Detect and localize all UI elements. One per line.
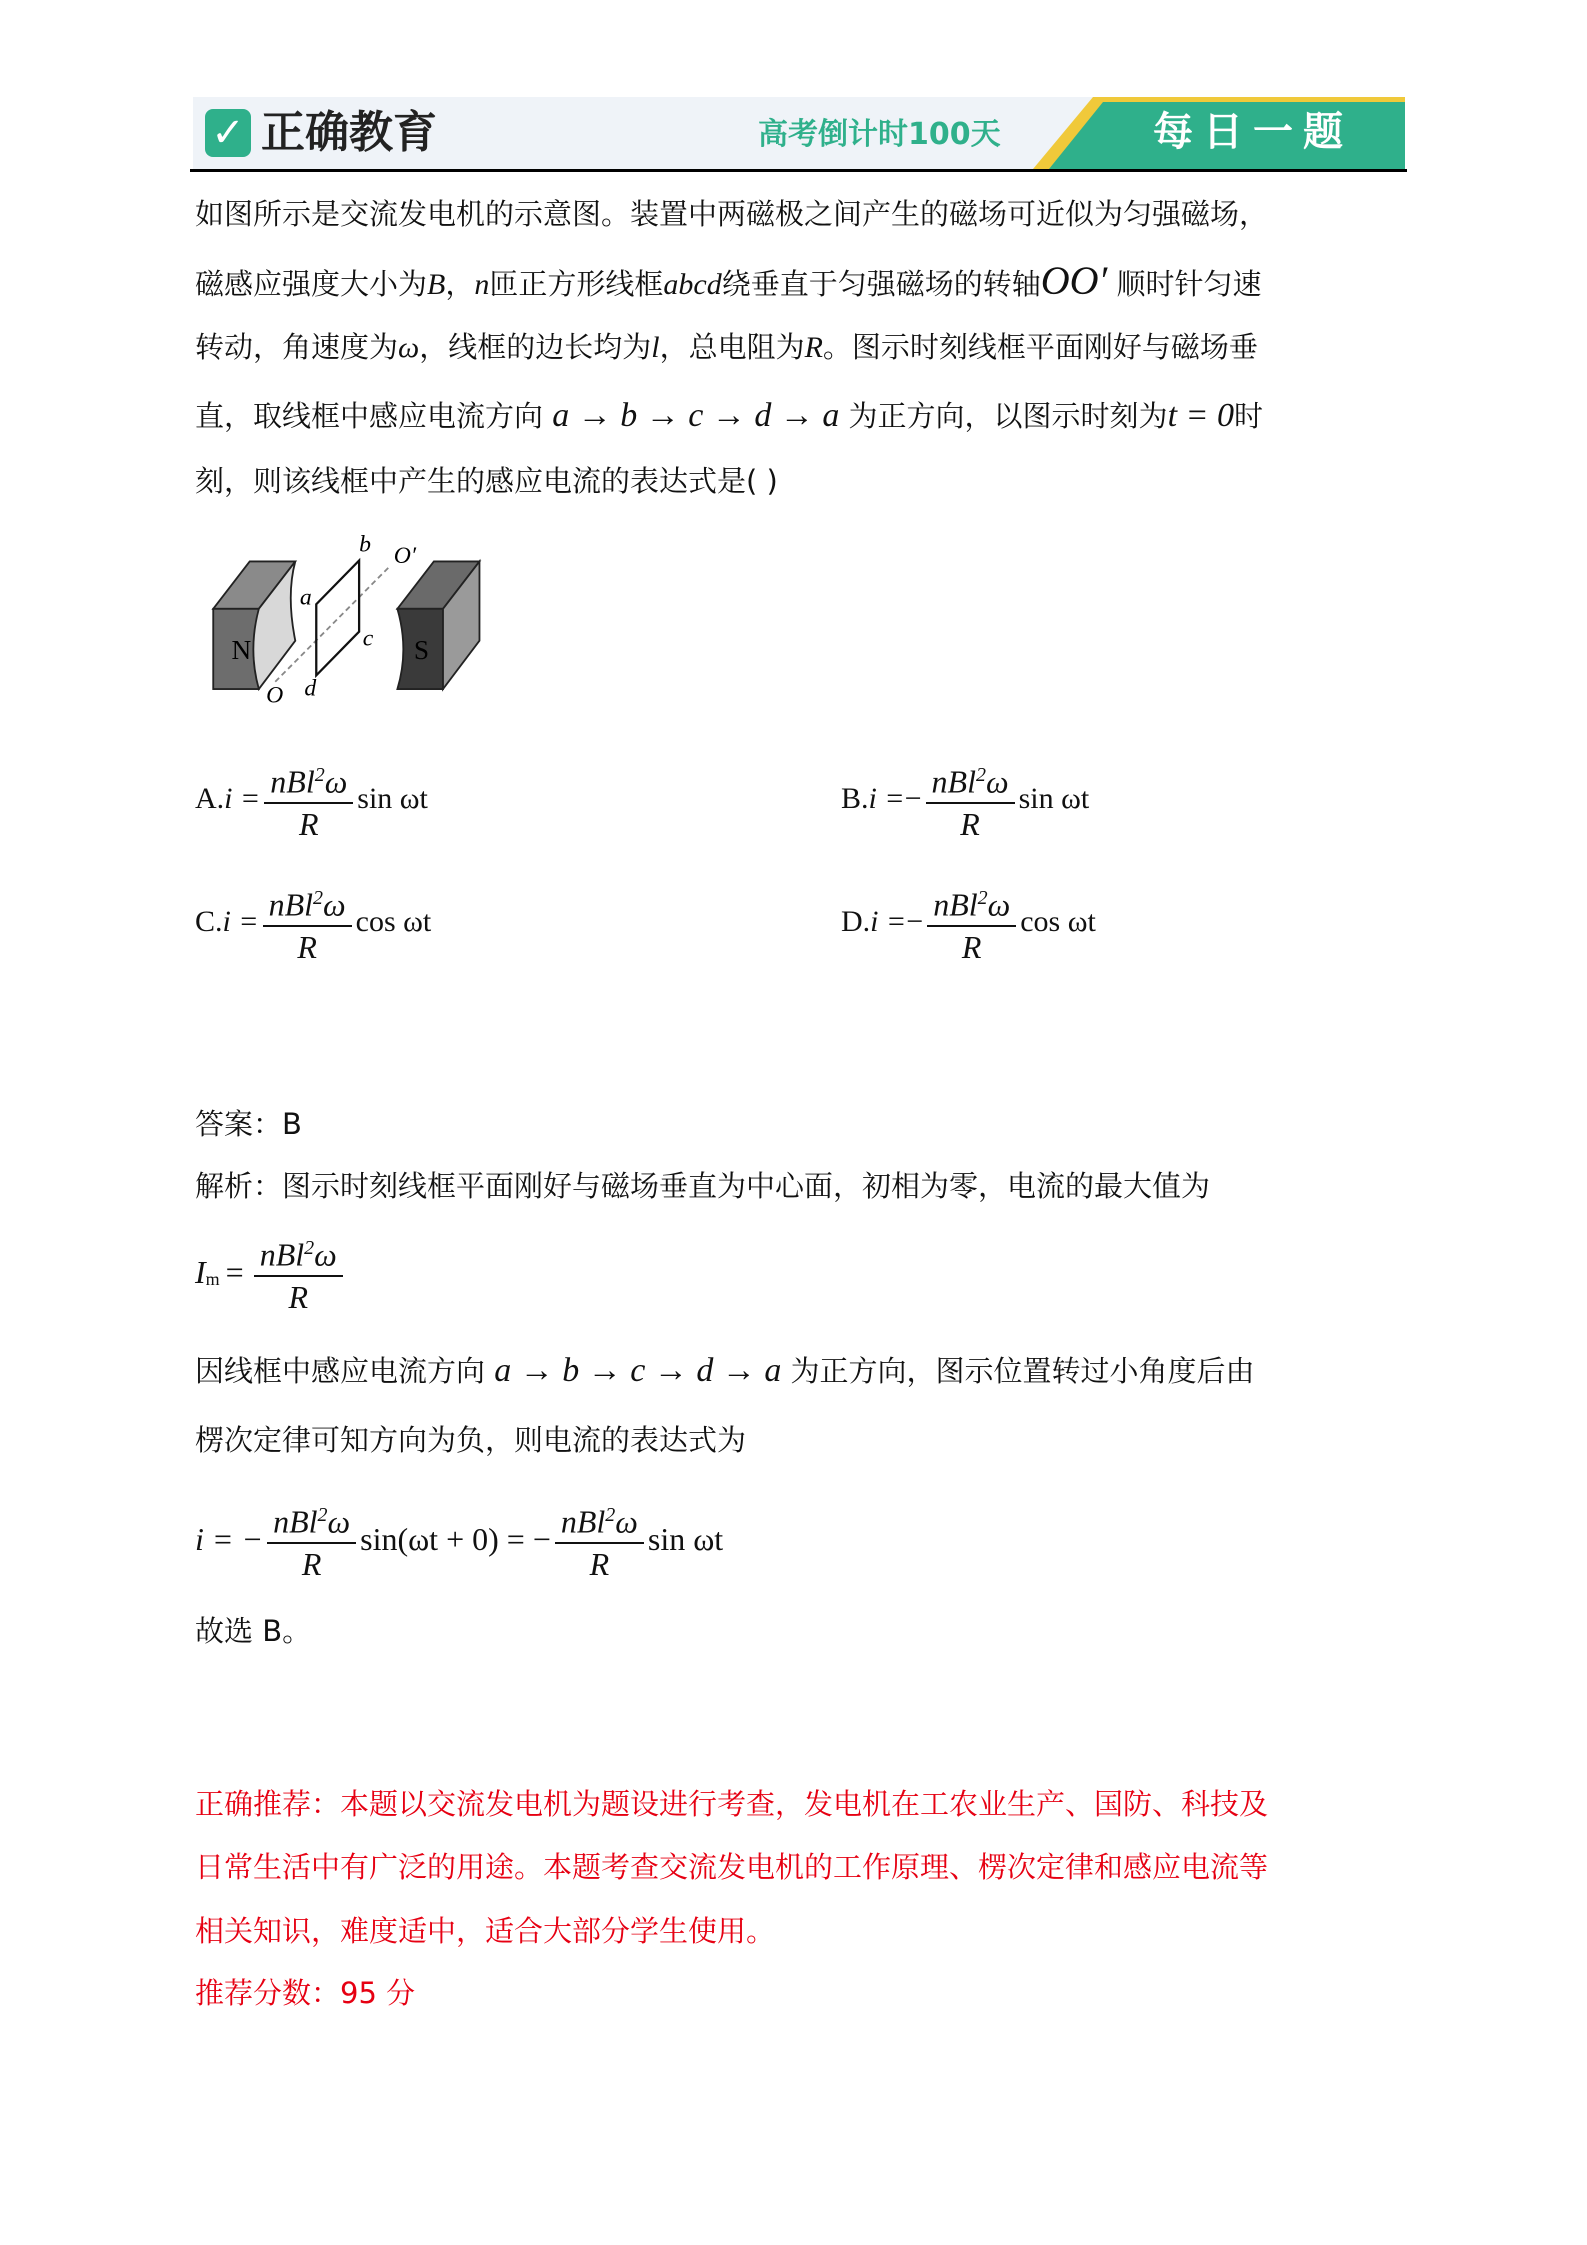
current-equation <box>195 1495 723 1584</box>
function: sin ωt <box>647 1520 724 1557</box>
numerator: nBl <box>268 886 314 923</box>
lhs: i = − <box>195 1520 264 1557</box>
conclusion: 故选 B。 <box>195 1614 312 1648</box>
equals: = <box>225 1253 244 1290</box>
middle: sin(ωt + 0) = − <box>360 1520 551 1557</box>
numerator: nBl <box>270 763 315 800</box>
label-s: S <box>413 634 430 665</box>
var-oo: OO′ <box>1040 258 1108 303</box>
label-a: a <box>299 584 312 611</box>
option-c[interactable] <box>195 878 431 967</box>
function: sin ωt <box>357 782 428 816</box>
option-b[interactable] <box>841 755 1089 844</box>
lhs: i = <box>222 905 259 939</box>
var-l: l <box>651 331 660 364</box>
var-omega: ω <box>398 331 420 364</box>
question-line-2 <box>195 258 1262 305</box>
denominator: R <box>960 805 980 842</box>
recommend-line-3: 相关知识，难度适中，适合大部分学生使用。 <box>195 1914 776 1948</box>
label-o: O <box>266 682 284 709</box>
label-b: b <box>359 531 371 558</box>
badge-text: 每日一题 <box>1153 109 1353 155</box>
denominator: R <box>297 928 317 965</box>
var-n: n <box>474 268 490 301</box>
denominator: R <box>288 1278 308 1315</box>
header-divider <box>190 169 1407 172</box>
text: 时 <box>1233 399 1263 433</box>
numerator: nBl <box>933 886 978 923</box>
current-direction: a → b → c → d → a <box>494 1352 782 1389</box>
var-b: B <box>427 268 446 301</box>
fraction: $\frac{nBl^2\omega}{R}$ <box>254 1228 343 1317</box>
text: 因线框中感应电流方向 <box>195 1354 486 1388</box>
text: 磁感应强度大小为 <box>195 267 428 301</box>
question-line-4 <box>195 396 1263 436</box>
fraction: $\frac{nBl^2\omega}{R}$ <box>264 755 353 844</box>
fraction: $\frac{nBl^2\omega}{R}$ <box>555 1495 644 1584</box>
label-d: d <box>304 675 317 702</box>
countdown-text: 高考倒计时100天 <box>758 117 1001 152</box>
denominator: R <box>589 1545 610 1582</box>
text: 转动，角速度为 <box>195 330 399 364</box>
recommend-line-1: 正确推荐：本题以交流发电机为题设进行考查，发电机在工农业生产、国防、科技及 <box>195 1787 1269 1821</box>
brand-name: 正确教育 <box>261 107 437 158</box>
text: 为正方向，以图示时刻为 <box>848 399 1168 433</box>
text: ，线框的边长均为 <box>419 330 652 364</box>
numerator: nBl <box>931 763 976 800</box>
lhs: i = <box>870 905 907 939</box>
max-current-equation <box>195 1228 347 1317</box>
analysis-line-3: 楞次定律可知方向为负，则电流的表达式为 <box>195 1423 747 1457</box>
sign: − <box>906 905 924 939</box>
lhs: i = <box>224 782 261 816</box>
function: cos ωt <box>355 905 432 939</box>
label-n: N <box>231 634 252 665</box>
function: cos ωt <box>1020 905 1096 939</box>
sign: − <box>904 782 922 816</box>
text: ，总电阻为 <box>659 330 805 364</box>
answer-label: 答案：B <box>195 1107 302 1141</box>
denominator: R <box>961 928 982 965</box>
text: ， <box>445 267 475 301</box>
recommend-score: 推荐分数：95 分 <box>195 1976 416 2010</box>
var-abcd: abcd <box>663 268 722 301</box>
t-zero: t = 0 <box>1167 397 1234 434</box>
var-r: R <box>804 331 823 364</box>
fraction: $\frac{nBl^2\omega}{R}$ <box>267 1495 356 1584</box>
s-magnet <box>397 561 479 689</box>
text: 为正方向，图示位置转过小角度后由 <box>790 1354 1255 1388</box>
question-line-1: 如图所示是交流发电机的示意图。装置中两磁极之间产生的磁场可近似为匀强磁场， <box>195 197 1269 231</box>
numerator: nBl <box>259 1236 305 1273</box>
option-label: C. <box>195 905 223 939</box>
subscript: m <box>205 1268 220 1289</box>
text: 顺时针匀速 <box>1116 267 1262 301</box>
text: 。图示时刻线框平面刚好与磁场垂 <box>822 330 1258 364</box>
function: sin ωt <box>1018 782 1090 816</box>
option-label: B. <box>841 782 869 816</box>
header-banner <box>193 97 1405 169</box>
text: 直，取线框中感应电流方向 <box>195 399 544 433</box>
lhs: i = <box>868 782 905 816</box>
option-label: A. <box>195 782 225 816</box>
denominator: R <box>301 1545 322 1582</box>
current-direction: a → b → c → d → a <box>552 397 840 434</box>
question-line-3 <box>195 327 1258 368</box>
fraction: $\frac{nBl^2\omega}{R}$ <box>927 878 1016 967</box>
n-magnet <box>213 561 295 689</box>
recommend-line-2: 日常生活中有广泛的用途。本题考查交流发电机的工作原理、楞次定律和感应电流等 <box>195 1850 1269 1884</box>
label-c: c <box>362 625 374 652</box>
analysis-line-1: 解析：图示时刻线框平面刚好与磁场垂直为中心面，初相为零，电流的最大值为 <box>195 1169 1211 1203</box>
numerator: nBl <box>273 1503 318 1540</box>
label-o-prime: O′ <box>393 543 417 570</box>
i-symbol: I <box>195 1253 206 1290</box>
analysis-line-2 <box>195 1351 1255 1391</box>
option-d[interactable] <box>841 878 1096 967</box>
fraction: $\frac{nBl^2\omega}{R}$ <box>263 878 352 967</box>
generator-diagram <box>195 520 505 725</box>
text: 匝正方形线框 <box>489 267 664 301</box>
denominator: R <box>299 805 319 842</box>
fraction: $\frac{nBl^2\omega}{R}$ <box>926 755 1015 844</box>
check-logo-icon: ✓ <box>205 109 251 157</box>
question-line-5: 刻，则该线框中产生的感应电流的表达式是( ) <box>195 464 778 498</box>
option-label: D. <box>841 905 871 939</box>
option-a[interactable] <box>195 755 428 844</box>
text: 绕垂直于匀强磁场的转轴 <box>721 267 1041 301</box>
coil-frame <box>316 561 359 676</box>
numerator: nBl <box>560 1503 606 1540</box>
